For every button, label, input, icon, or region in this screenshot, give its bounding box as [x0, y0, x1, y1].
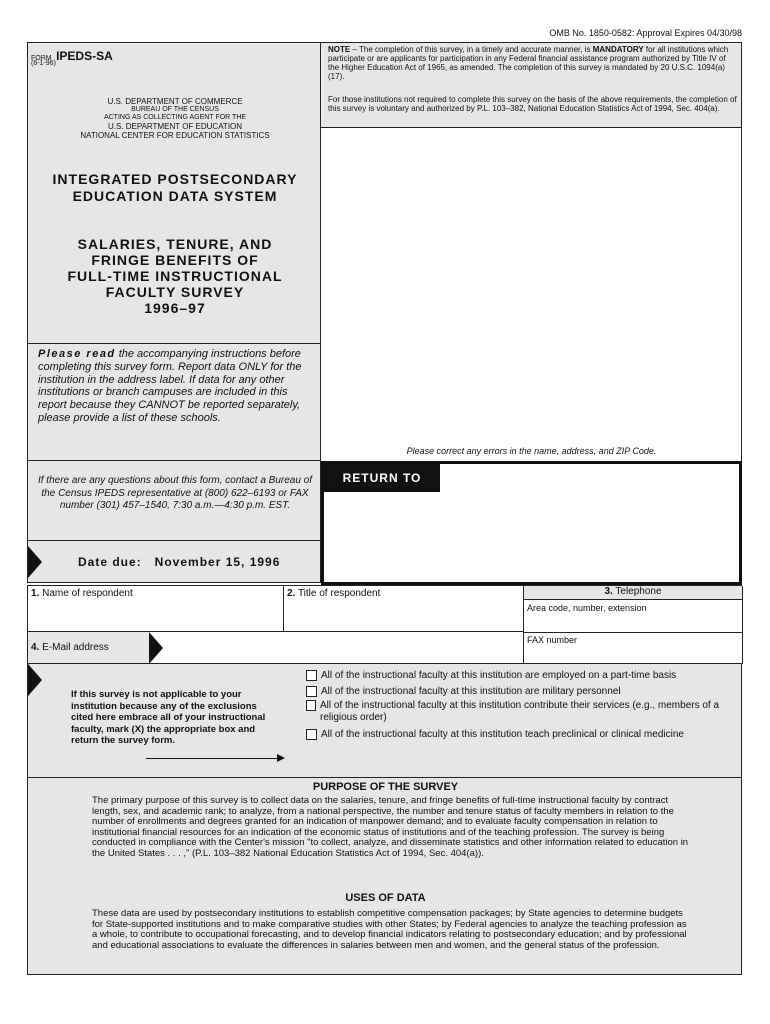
note-text1: – The completion of this survey, in a timely and accurate manner, is — [350, 45, 593, 54]
uses-heading: USES OF DATA — [345, 892, 426, 904]
field-number: 3. — [604, 586, 613, 597]
arrow-icon — [28, 664, 42, 696]
exclusion-option-part-time[interactable] — [306, 670, 736, 682]
field-label: Telephone — [612, 586, 662, 597]
contact-text: If there are any questions about this form, contact a Bureau of the Census IPEDS representative at (800) 622–6193 or FAX number (301) 457–1540, 7:30 a.m.—4:30 p.m. EST. — [37, 475, 313, 511]
agency-line: U.S. DEPARTMENT OF COMMERCE — [107, 97, 243, 106]
title-of-respondent-field[interactable] — [284, 586, 524, 632]
title-line: FULL-TIME INSTRUCTIONAL — [67, 268, 283, 284]
title-line: 1996–97 — [144, 300, 206, 316]
date-due-panel — [27, 541, 321, 583]
form-id: IPEDS-SA — [56, 49, 113, 63]
instructions-text: the accompanying instructions before completing this survey form. Report data ONLY for the institution in the address label. If data for any other institutions or branch campuses are included in this report because they CANNOT be reported separately, please provide a list of these schools. — [38, 348, 302, 424]
note-label: NOTE — [328, 45, 351, 54]
exclusion-option-religious[interactable] — [306, 700, 736, 723]
address-label-area[interactable] — [321, 128, 742, 461]
field-number: 2. — [287, 588, 296, 599]
note-panel — [321, 42, 742, 128]
respondent-fields — [27, 585, 742, 663]
checkbox[interactable] — [306, 700, 316, 711]
return-to-panel — [321, 461, 742, 585]
telephone-field[interactable] — [524, 586, 743, 664]
option-label: All of the instructional faculty at this institution teach preclinical or clinical medicine — [321, 729, 684, 740]
instructions-lead: Please read — [38, 348, 116, 360]
exclusion-option-medicine[interactable] — [306, 729, 736, 741]
return-to-label: RETURN TO — [324, 464, 440, 492]
title-line: FACULTY SURVEY — [105, 284, 245, 300]
address-note: Please correct any errors in the name, address, and ZIP Code. — [406, 446, 657, 456]
fax-label: FAX number — [527, 635, 578, 645]
agency-line: NATIONAL CENTER FOR EDUCATION STATISTICS — [80, 131, 270, 140]
form-date: (6-1-96) — [31, 60, 56, 67]
fax-field[interactable] — [524, 632, 742, 664]
note-text2: for all institutions which participate or are applicants for participation in any Federal financial assistance program authorized by Title IV of the Higher Education Act of 1965, as amended. The completion of this survey is mandated by 20 U.S.C. 1094(a)(17). — [328, 45, 729, 81]
arrow-icon — [277, 754, 285, 762]
field-label: Name of respondent — [39, 588, 133, 599]
option-label: All of the instructional faculty at this institution are military personnel — [321, 685, 621, 697]
agency-line: ACTING AS COLLECTING AGENT FOR THE — [103, 114, 247, 121]
omb-number: OMB No. 1850-0582: Approval Expires 04/30/98 — [549, 28, 742, 38]
date-due: Date due: November 15, 1996 — [78, 555, 281, 569]
checkbox[interactable] — [306, 670, 317, 681]
field-label: E-Mail address — [39, 642, 109, 653]
field-label: Title of respondent — [295, 588, 381, 599]
checkbox[interactable] — [306, 729, 317, 740]
agency-line: U.S. DEPARTMENT OF EDUCATION — [107, 122, 243, 131]
exclusion-text: If this survey is not applicable to your institution because any of the exclusions cited here embrace all of your instructional faculty, mark (X) the appropriate box and return the survey form. — [71, 689, 266, 746]
arrow-icon — [149, 632, 163, 664]
option-label: All of the instructional faculty at this institution are employed on a part-time basis — [321, 670, 677, 681]
uses-text: These data are used by postsecondary institutions to establish competitive compensation packages; by State agencies to determine budgets for State-supported institutions and to make comparative studies with other States; by Federal agencies to analyze the teaching profession as a whole, to contribute to occupational forecasting, and to develop financial indicators relating to postsecondary education; and by professional and educational associations to evaluate the differences in salaries between men and women, and the general status of the profession. — [92, 908, 687, 951]
survey-title — [28, 236, 322, 316]
purpose-panel — [27, 778, 742, 975]
email-label-cell — [28, 632, 149, 664]
instructions-panel — [27, 344, 321, 461]
note-text — [328, 45, 738, 81]
exclusion-option-military[interactable] — [306, 686, 736, 698]
exclusion-panel — [27, 663, 742, 778]
pointer-line — [146, 758, 279, 759]
purpose-heading: PURPOSE OF THE SURVEY — [312, 781, 459, 793]
field-number: 1. — [31, 588, 40, 599]
agency-line: BUREAU OF THE CENSUS — [131, 106, 219, 113]
field-number: 4. — [31, 642, 40, 653]
telephone-sublabel: Area code, number, extension — [527, 603, 647, 613]
form-label: FORM — [31, 55, 52, 62]
email-field[interactable] — [163, 632, 524, 664]
purpose-text: The primary purpose of this survey is to collect data on the salaries, tenure, and fringe benefits of full-time instructional faculty by contract length, sex, and academic rank; to analyze, from a national perspective, the number and tenure status of faculty members in relation to the number of enrollments and degrees granted for an indication of manpower demand; and to evaluate faculty compensation in relation to institutional financial resources for an indication of the economic status of institutions and of the teaching profession. The survey is being conducted in compliance with the Center's mission "to collect, analyze, and disseminate statistics and other information related to education in the United States . . . ," (P.L. 103–382 National Education Statistics Act of 1994, Sec. 404(a)). — [92, 795, 689, 859]
name-of-respondent-field[interactable] — [28, 586, 284, 632]
exclusion-options — [306, 670, 736, 741]
title-line: INTEGRATED POSTSECONDARY — [52, 171, 298, 187]
arrow-icon — [28, 546, 42, 578]
title-line: EDUCATION DATA SYSTEM — [72, 188, 278, 204]
agency-block — [28, 97, 322, 140]
checkbox[interactable] — [306, 686, 317, 697]
option-label: All of the instructional faculty at this institution contribute their services (e.g., members of a religious order) — [319, 700, 720, 723]
title-line: SALARIES, TENURE, AND — [77, 236, 273, 252]
title-line: FRINGE BENEFITS OF — [91, 252, 259, 268]
header-panel — [27, 42, 321, 344]
system-title — [28, 171, 322, 205]
note-voluntary: For those institutions not required to complete this survey on the basis of the above requirements, the completion of this survey is voluntary and authorized by P.L. 103–382, National Education Statistics Act of 1994, Sec. 404(a). — [328, 95, 737, 113]
mandatory-label: MANDATORY — [592, 45, 644, 54]
contact-panel — [27, 461, 321, 541]
